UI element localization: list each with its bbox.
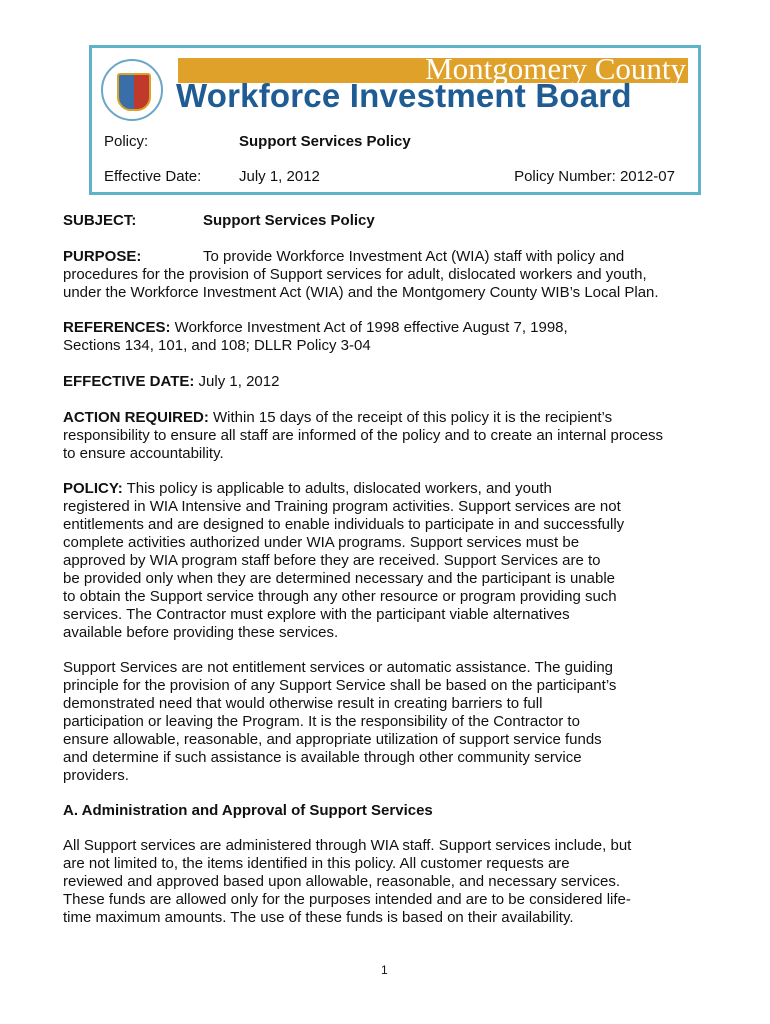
references-text: Workforce Investment Act of 1998 effective August 7, 1998,	[170, 319, 568, 336]
effective-date-line	[63, 373, 279, 391]
policy-number: Policy Number: 2012-07	[514, 168, 675, 185]
paragraph-line: and determine if such assistance is available through other community service	[63, 749, 582, 766]
paragraph-line: participation or leaving the Program. It is the responsibility of the Contractor to	[63, 713, 580, 730]
board-name: Workforce Investment Board	[176, 77, 632, 114]
policy-label: Policy:	[104, 133, 149, 150]
purpose-text: under the Workforce Investment Act (WIA) and the Montgomery County WIB’s Local Plan.	[63, 284, 659, 301]
paragraph-line: to obtain the Support service through any other resource or program providing such	[63, 588, 617, 605]
paragraph-line: Support Services are not entitlement services or automatic assistance. The guiding	[63, 659, 614, 676]
purpose-text: procedures for the provision of Support services for adult, dislocated workers and youth,	[63, 266, 647, 283]
paragraph-line: providers.	[63, 767, 129, 784]
policy-line	[63, 480, 552, 498]
paragraph-line: services. The Contractor must explore with the participant viable alternatives	[63, 606, 570, 623]
paragraph-line: be provided only when they are determined necessary and the participant is unable	[63, 570, 616, 587]
purpose-line	[63, 248, 141, 266]
action-label: ACTION REQUIRED:	[63, 409, 209, 426]
references-label: REFERENCES:	[63, 319, 171, 336]
action-line	[63, 409, 612, 427]
paragraph-line: approved by WIA program staff before they are received. Support Services are to	[63, 552, 601, 569]
paragraph-line: time maximum amounts. The use of these funds is based on their availability.	[63, 909, 574, 926]
action-text: Within 15 days of the receipt of this policy it is the recipient’s	[208, 409, 613, 426]
effective-date-text: July 1, 2012	[194, 373, 280, 390]
subject-value: Support Services Policy	[203, 212, 375, 229]
references-line	[63, 319, 568, 337]
effective-date-value: July 1, 2012	[239, 168, 320, 185]
paragraph-line: available before providing these services.	[63, 624, 339, 641]
policy-text: This policy is applicable to adults, dislocated workers, and youth	[122, 480, 552, 497]
effective-date-heading: EFFECTIVE DATE:	[63, 373, 195, 390]
purpose-text: To provide Workforce Investment Act (WIA) staff with policy and	[203, 248, 625, 265]
subject-label: SUBJECT:	[63, 212, 137, 229]
policy-value: Support Services Policy	[239, 133, 411, 150]
paragraph-line: registered in WIA Intensive and Training program activities. Support services are not	[63, 498, 621, 515]
section-a-heading: A. Administration and Approval of Support Services	[63, 802, 433, 819]
references-text: Sections 134, 101, and 108; DLLR Policy 3-04	[63, 337, 371, 354]
action-text: responsibility to ensure all staff are informed of the policy and to create an internal process	[63, 427, 664, 444]
page-number: 1	[381, 963, 388, 977]
county-seal-logo	[101, 59, 163, 121]
effective-date-label: Effective Date:	[104, 168, 202, 185]
policy-heading: POLICY:	[63, 480, 123, 497]
paragraph-line: entitlements and are designed to enable individuals to participate in and successfully	[63, 516, 625, 533]
paragraph-line: complete activities authorized under WIA programs. Support services must be	[63, 534, 580, 551]
paragraph-line: are not limited to, the items identified in this policy. All customer requests are	[63, 855, 570, 872]
paragraph-line: reviewed and approved based upon allowable, reasonable, and necessary services.	[63, 873, 621, 890]
paragraph-line: ensure allowable, reasonable, and appropriate utilization of support service funds	[63, 731, 602, 748]
purpose-label: PURPOSE:	[63, 248, 142, 265]
paragraph-line: principle for the provision of any Support Service shall be based on the participant’s	[63, 677, 617, 694]
paragraph-line: All Support services are administered through WIA staff. Support services include, but	[63, 837, 632, 854]
county-name: Montgomery County	[425, 51, 686, 86]
action-text: to ensure accountability.	[63, 445, 224, 462]
paragraph-line: These funds are allowed only for the purposes intended and are to be considered life-	[63, 891, 631, 908]
paragraph-line: demonstrated need that would otherwise result in creating barriers to full	[63, 695, 543, 712]
